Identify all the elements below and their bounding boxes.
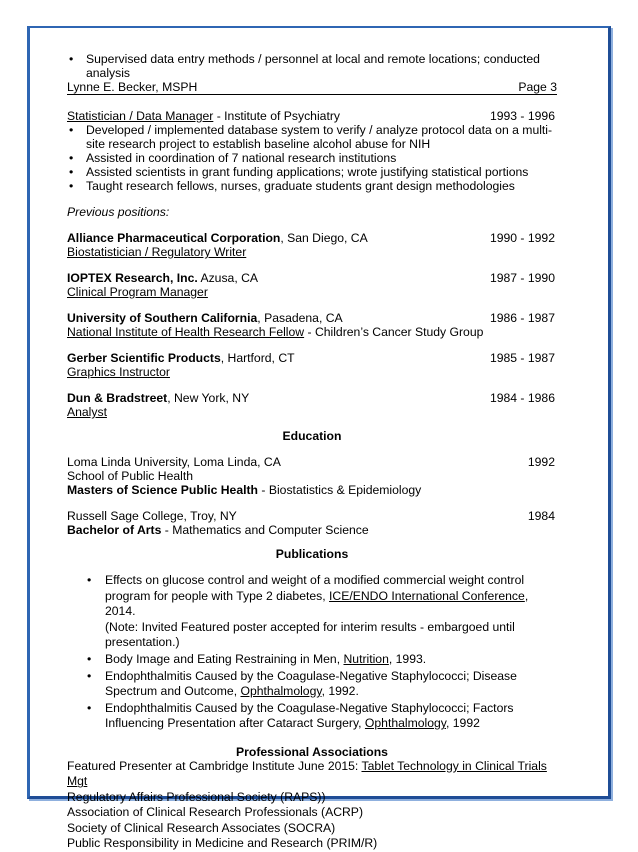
association-item: Society of Clinical Research Associates (SOCRA) <box>67 820 336 835</box>
top-bullet-list <box>67 52 557 80</box>
position-entry <box>67 351 557 379</box>
position-dates: 1985 - 1987 <box>489 351 555 365</box>
list-item: • Assisted scientists in grant funding applications; wrote justifying statistical portions <box>67 165 557 179</box>
association-item: Public Responsibility in Medicine and Research (PRIM/R) <box>67 836 378 851</box>
position-location: , New York, NY <box>167 391 250 405</box>
publications-list <box>67 573 557 732</box>
associations-heading: Professional Associations <box>236 744 388 759</box>
page-header <box>67 80 557 95</box>
education-year: 1984 <box>527 509 555 523</box>
header-name: Lynne E. Becker, MSPH <box>67 80 198 94</box>
publication-item <box>105 652 557 668</box>
featured-text: Featured Presenter at Cambridge Institute June 2015: <box>67 758 362 773</box>
publication-venue: Nutrition <box>343 651 389 666</box>
education-degree: Bachelor of Arts <box>67 523 162 537</box>
position-entry <box>67 231 557 259</box>
publication-text: Endophthalmitis Caused by the Coagulase-Negative Staphylococci; Factors Influencing Presentation after Cataract Surgery, <box>105 700 514 731</box>
education-heading: Education <box>282 429 342 443</box>
publication-text: Effects on glucose control and weight of a modified commercial weight control program for people with Type 2 diabetes, <box>105 573 525 603</box>
position-role: Clinical Program Manager <box>67 285 208 299</box>
job-main-org: - Institute of Psychiatry <box>213 109 340 123</box>
position-org: Dun & Bradstreet <box>67 391 168 405</box>
job-main-bullets <box>67 123 557 193</box>
publication-year: , 2014. <box>105 588 529 619</box>
publication-text: Endophthalmitis Caused by the Coagulase-Negative Staphylococci; Disease Spectrum and Outcome, <box>105 668 517 699</box>
education-degree: Masters of Science Public Health <box>67 483 259 497</box>
publication-text: Body Image and Eating Restraining in Men, <box>105 651 344 666</box>
education-year: 1992 <box>527 455 555 469</box>
associations-featured <box>67 759 557 790</box>
publication-item <box>105 573 557 651</box>
education-sub: School of Public Health <box>67 469 194 483</box>
position-role: Biostatistician / Regulatory Writer <box>67 245 247 259</box>
position-role: Analyst <box>67 405 107 419</box>
header-page-number: Page 3 <box>518 80 557 94</box>
job-main-title: Statistician / Data Manager <box>67 109 214 123</box>
position-org: Gerber Scientific Products <box>67 351 221 365</box>
position-entry <box>67 311 557 339</box>
education-school: Russell Sage College, Troy, NY <box>67 509 237 523</box>
resume-page <box>67 52 557 852</box>
list-item: • Supervised data entry methods / personnel at local and remote locations; conducted analysis <box>67 52 557 80</box>
featured-topic: Tablet Technology in Clinical Trials Mgt <box>67 758 547 789</box>
position-dates: 1987 - 1990 <box>489 271 555 285</box>
publication-year: , 1992. <box>321 684 359 699</box>
association-item: Association of Clinical Research Professionals (ACRP) <box>67 805 363 820</box>
education-field: - Mathematics and Computer Science <box>161 523 369 537</box>
publication-venue: Ophthalmology <box>240 684 322 699</box>
publication-venue: ICE/ENDO International Conference <box>329 588 525 603</box>
position-dates: 1990 - 1992 <box>489 231 555 245</box>
position-location: , San Diego, CA <box>280 231 368 245</box>
position-location: , Hartford, CT <box>220 351 295 365</box>
position-role: National Institute of Health Research Fellow <box>67 325 305 339</box>
position-location: , Pasadena, CA <box>257 311 343 325</box>
position-org: University of Southern California <box>67 311 258 325</box>
list-item: • Developed / implemented database system to verify / analyze protocol data on a multi-site research project to establish baseline alcohol abuse for NIH <box>67 123 557 151</box>
publication-venue: Ophthalmology <box>364 716 446 731</box>
publication-year: , 1993. <box>388 651 427 666</box>
list-item: • Assisted in coordination of 7 national research institutions <box>67 151 557 165</box>
position-entry <box>67 391 557 419</box>
position-entry <box>67 271 557 299</box>
position-role: Graphics Instructor <box>67 365 170 379</box>
education-entry <box>67 509 557 537</box>
education-school: Loma Linda University, Loma Linda, CA <box>67 455 281 469</box>
publication-note: (Note: Invited Featured poster accepted for interim results - embargoed until presentation.) <box>105 619 515 650</box>
publications-heading: Publications <box>275 547 349 561</box>
position-dates: 1986 - 1987 <box>489 311 555 325</box>
job-main-title-row <box>67 109 557 123</box>
list-item: • Taught research fellows, nurses, graduate students grant design methodologies <box>67 179 557 193</box>
position-role-extra: - Children’s Cancer Study Group <box>304 325 484 339</box>
publication-year: , 1992 <box>446 716 480 731</box>
job-main-dates: 1993 - 1996 <box>489 109 555 123</box>
association-item: Regulatory Affairs Professional Society (RAPS)) <box>67 789 326 804</box>
position-org: IOPTEX Research, Inc. <box>67 271 198 285</box>
position-dates: 1984 - 1986 <box>489 391 555 405</box>
previous-positions-label: Previous positions: <box>67 205 170 219</box>
position-org: Alliance Pharmaceutical Corporation <box>67 231 281 245</box>
publication-item <box>105 669 557 700</box>
publication-item <box>105 701 557 732</box>
position-location: Azusa, CA <box>197 271 259 285</box>
education-field: - Biostatistics & Epidemiology <box>258 483 422 497</box>
education-entry <box>67 455 557 497</box>
